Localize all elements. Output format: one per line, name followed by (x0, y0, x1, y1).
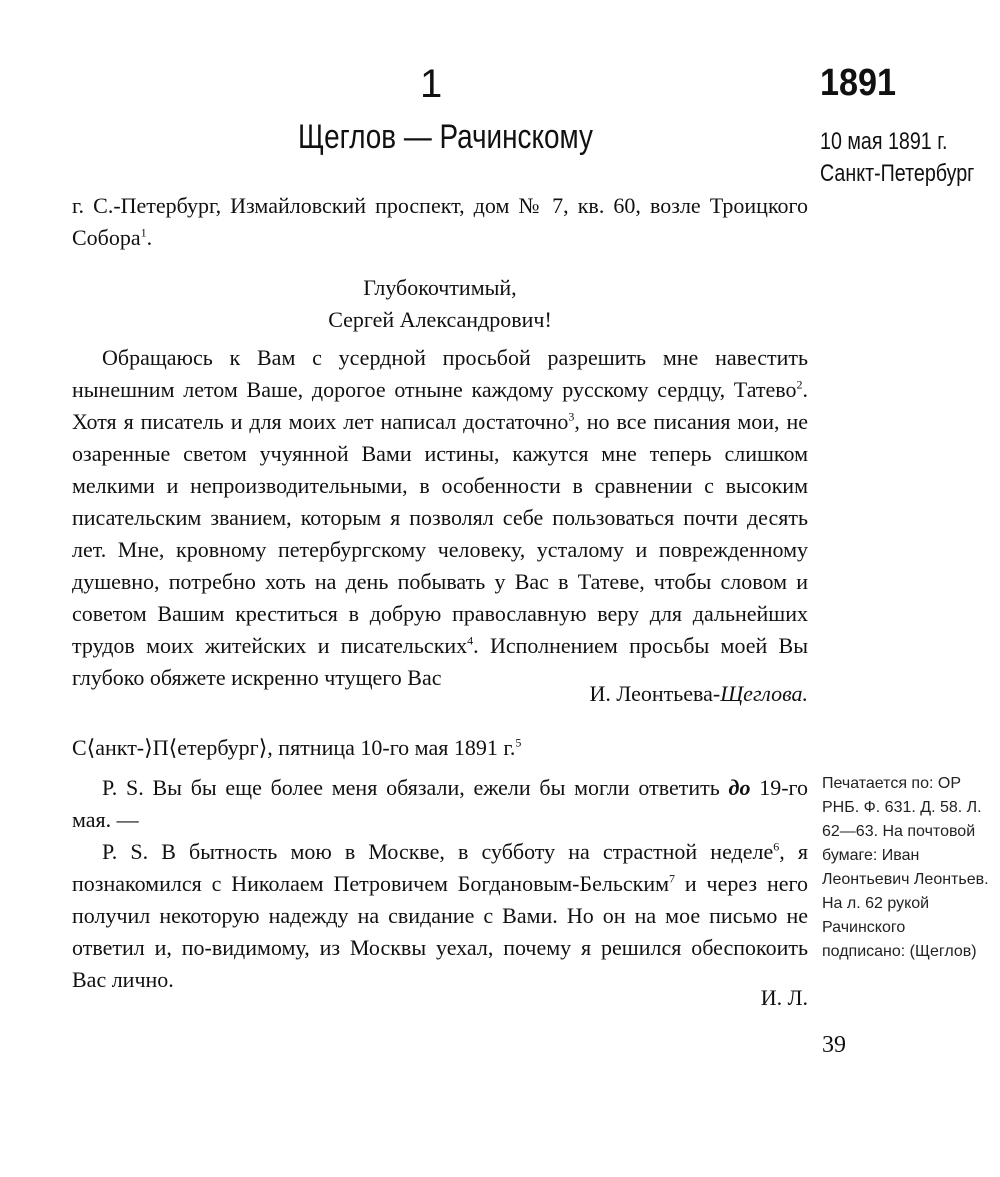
signature-italic: Щеглова. (720, 681, 808, 706)
address: г. С.-Петербург, Измайловский проспект, дом № 7, кв. 60, возле Троицкого Собора$^1$. (72, 193, 808, 250)
postscript-1 (72, 772, 808, 836)
ps-text: P. S. Вы бы еще более меня обязали, ежели бы могли ответить (102, 775, 729, 800)
letter-body (72, 342, 808, 694)
ps-emphasis: до (728, 775, 751, 800)
page-number: 39 (822, 1032, 846, 1058)
footnote-ref: 5 (515, 735, 522, 750)
ps-text: P. S. В бытность мою в Москве, в субботу на страстной неделе (102, 839, 774, 864)
footnote-ref: 1 (140, 225, 147, 240)
body-text: Обращаюсь к Вам с усердной просьбой разрешить мне навестить нынешним летом Ваше, дорогое отныне каждому русскому сердцу, Татево (72, 345, 808, 402)
salutation-line: Глубокочтимый, (363, 275, 517, 300)
salutation-line: Сергей Александрович! (328, 307, 552, 332)
signature-name: И. Леонтьева- (589, 681, 721, 706)
footnote-ref: 2 (796, 377, 803, 392)
footnote-ref: 3 (568, 409, 575, 424)
ps-text: и через него получил некоторую надежду на свидание с Вами. Но он на мое письмо не ответил и, по-видимому, из Москвы уехал, почему я решился обеспокоить Вас лично. (72, 871, 808, 992)
postscript-2 (72, 836, 808, 996)
ps-text: 19-го мая. — (72, 775, 808, 832)
ps-text: , я познакомился с Николаем Петровичем Богдановым-Бельским (72, 839, 808, 896)
source-note: Печатается по: ОР РНБ. Ф. 631. Д. 58. Л. 62—63. На почтовой бумаге: Иван Леонтьевич Леонтьев. На л. 62 рукой Рачинского подписано: (Щеглов) (822, 775, 989, 960)
dateline (72, 732, 808, 764)
letter-title: Щеглов — Рачинскому (298, 118, 593, 156)
salutation (72, 272, 808, 336)
footnote-ref: 6 (773, 839, 780, 854)
body-text: , но все писания мои, не озаренные светом учуянной Вами истины, кажутся мне теперь слишком мелкими и непроизводительными, в особенности в сравнении с высоким писательским званием, которым я позволял себе пользоваться почти десять лет. Мне, кровному петербургскому человеку, усталому и поврежденному душевно, потребно хоть на день побывать у Вас в Татеве, чтобы словом и советом Вашим креститься в добрую православную веру для дальнейших трудов моих житейских и писательских (72, 409, 809, 658)
letter-date: 10 мая 1891 г. (820, 128, 948, 155)
letter-number: 1 (420, 62, 443, 106)
body-text: . Исполнением просьбы моей Вы глубоко обяжете искренно чтущего Вас (72, 633, 808, 690)
signature (72, 678, 808, 710)
body-text: . Хотя я писатель и для моих лет написал достаточно (72, 377, 808, 434)
dateline-text: С⟨анкт-⟩П⟨етербург⟩, пятница 10-го мая 1891 г. (72, 735, 516, 760)
letter-place: Санкт-Петербург (820, 160, 975, 187)
address-text: г. С.-Петербург, Измайловский проспект, дом № 7, кв. 60, возле Троицкого Собора (72, 193, 808, 250)
footnote-ref: 7 (669, 871, 676, 886)
date-place (820, 126, 974, 190)
year-label: 1891 (820, 62, 897, 104)
ps-signature: И. Л. (760, 985, 808, 1010)
footnote-ref: 4 (467, 633, 474, 648)
